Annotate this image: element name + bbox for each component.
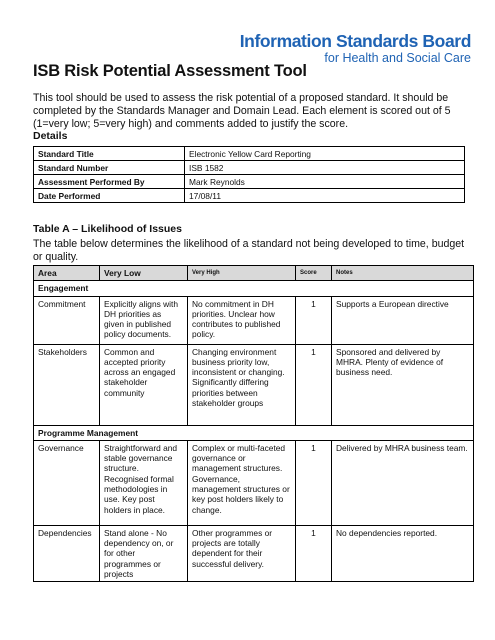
table-header-row (34, 266, 474, 281)
likelihood-table (33, 265, 474, 582)
cell-area: Dependencies (34, 525, 100, 581)
section-title: Programme Management (34, 425, 474, 440)
details-value: 17/08/11 (185, 189, 465, 203)
cell-very-high: Complex or multi-faceted governance or management structures. Governance, management structures or key post holders likely to change. (188, 440, 296, 525)
cell-score: 1 (296, 296, 332, 344)
details-label: Standard Number (34, 161, 185, 175)
details-value: ISB 1582 (185, 161, 465, 175)
details-row (34, 161, 465, 175)
details-label: Date Performed (34, 189, 185, 203)
cell-score: 1 (296, 344, 332, 425)
isb-logo (240, 32, 471, 65)
details-row (34, 189, 465, 203)
details-label: Assessment Performed By (34, 175, 185, 189)
details-table (33, 146, 465, 203)
details-value: Mark Reynolds (185, 175, 465, 189)
section-row (34, 281, 474, 296)
section-row (34, 425, 474, 440)
table-row (34, 440, 474, 525)
details-row (34, 175, 465, 189)
cell-notes: Supports a European directive (332, 296, 474, 344)
table-row (34, 525, 474, 581)
cell-very-high: Changing environment business priority low, inconsistent or changing. Significantly differing priorities between stakeholder groups (188, 344, 296, 425)
logo-title: Information Standards Board (239, 31, 471, 51)
cell-notes: No dependencies reported. (332, 525, 474, 581)
section-title: Engagement (34, 281, 474, 296)
logo-subtitle: for Health and Social Care (324, 51, 471, 65)
col-header-very-high: Very High (188, 266, 296, 281)
intro-paragraph: This tool should be used to assess the risk potential of a proposed standard. It should be completed by the Standards Manager and Domain Lead. Each element is scored out of 5 (1=very low; 5=very high) and comments added to justify the score. (33, 92, 451, 131)
cell-very-low: Common and accepted priority across an engaged stakeholder community (100, 344, 188, 425)
cell-very-high: No commitment in DH priorities. Unclear how contributes to published policy. (188, 296, 296, 344)
table-a-heading: Table A – Likelihood of Issues (33, 223, 182, 235)
page-title: ISB Risk Potential Assessment Tool (33, 62, 307, 80)
cell-score: 1 (296, 440, 332, 525)
col-header-area: Area (34, 266, 100, 281)
col-header-notes: Notes (332, 266, 474, 281)
col-header-very-low: Very Low (100, 266, 188, 281)
cell-notes: Delivered by MHRA business team. (332, 440, 474, 525)
cell-very-low: Straightforward and stable governance structure. Recognised formal methodologies in use. Key post holders in place. (100, 440, 188, 525)
cell-very-high: Other programmes or projects are totally dependent for their successful delivery. (188, 525, 296, 581)
cell-score: 1 (296, 525, 332, 581)
cell-area: Commitment (34, 296, 100, 344)
table-row (34, 344, 474, 425)
col-header-score: Score (296, 266, 332, 281)
table-row (34, 296, 474, 344)
cell-area: Stakeholders (34, 344, 100, 425)
cell-very-low: Stand alone - No dependency on, or for other programmes or projects (100, 525, 188, 581)
details-heading: Details (33, 130, 68, 142)
details-row (34, 147, 465, 161)
cell-area: Governance (34, 440, 100, 525)
details-label: Standard Title (34, 147, 185, 161)
table-a-intro: The table below determines the likelihood of a standard not being developed to time, budget or quality. (33, 238, 465, 264)
cell-notes: Sponsored and delivered by MHRA. Plenty of evidence of business need. (332, 344, 474, 425)
details-value: Electronic Yellow Card Reporting (185, 147, 465, 161)
cell-very-low: Explicitly aligns with DH priorities as given in published policy documents. (100, 296, 188, 344)
